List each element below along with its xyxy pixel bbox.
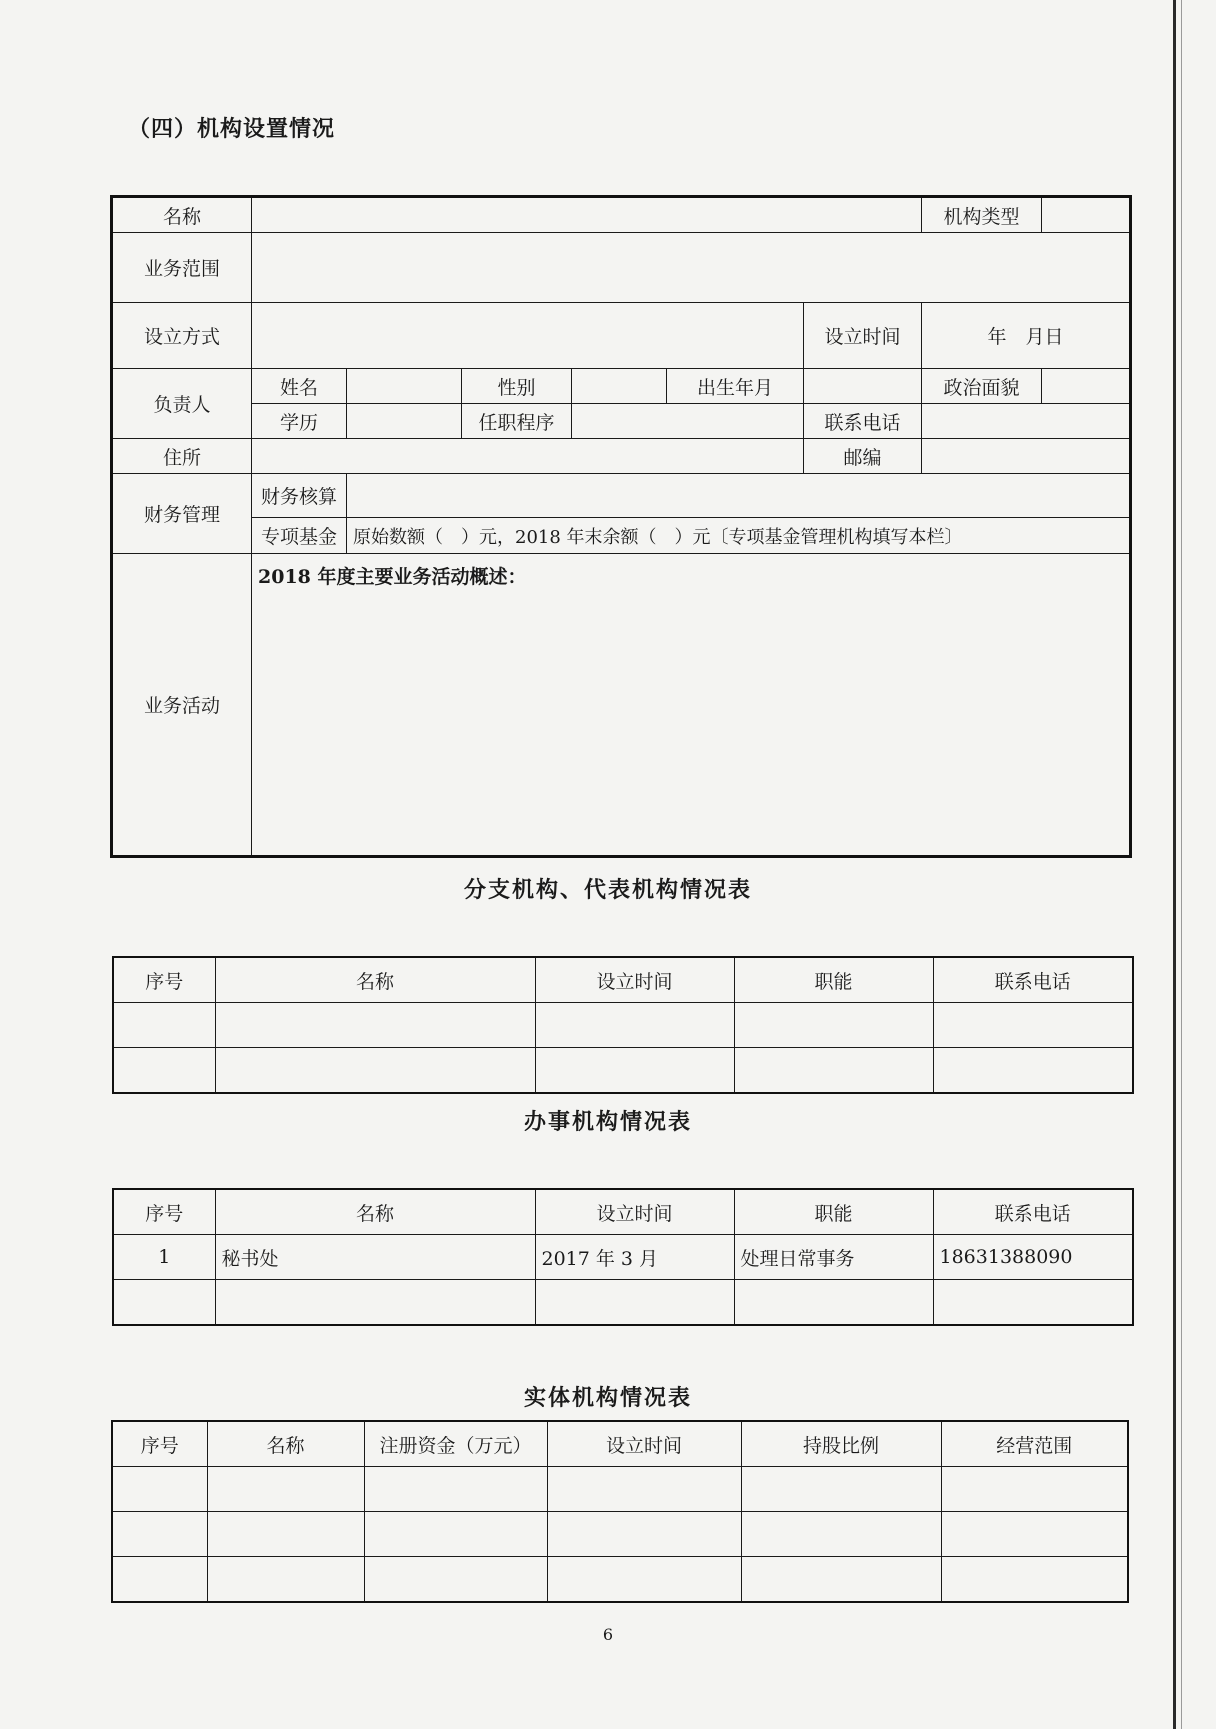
accounting-label: 财务核算 (252, 474, 347, 518)
activity-summary-title: 2018 年度主要业务活动概述： (258, 566, 527, 588)
cell[interactable] (741, 1467, 941, 1512)
name-label: 名称 (112, 197, 252, 233)
political-field[interactable] (1042, 369, 1131, 404)
cell-function: 处理日常事务 (734, 1235, 933, 1280)
phone-label: 联系电话 (804, 404, 922, 439)
postcode-field[interactable] (922, 439, 1131, 474)
header-cell: 联系电话 (933, 1189, 1133, 1235)
est-time-label: 设立时间 (804, 303, 922, 369)
header-cell: 注册资金（万元） (364, 1421, 547, 1467)
header-cell: 职能 (734, 957, 933, 1003)
cell-phone: 18631388090 (933, 1235, 1133, 1280)
page-number: 6 (602, 1625, 614, 1644)
cell-index: 1 (113, 1235, 215, 1280)
cell[interactable] (547, 1467, 741, 1512)
header-cell: 名称 (215, 957, 535, 1003)
cell[interactable] (364, 1467, 547, 1512)
address-field[interactable] (252, 439, 804, 474)
header-cell: 名称 (215, 1189, 535, 1235)
cell[interactable] (207, 1557, 364, 1603)
table-header-row (113, 1189, 1133, 1235)
activity-label: 业务活动 (112, 554, 252, 857)
cell[interactable] (741, 1512, 941, 1557)
education-label: 学历 (252, 404, 347, 439)
header-cell: 序号 (113, 1189, 215, 1235)
org-type-field[interactable] (1042, 197, 1131, 233)
cell[interactable] (215, 1003, 535, 1048)
cell[interactable] (215, 1048, 535, 1094)
cell[interactable] (741, 1557, 941, 1603)
leader-name-field[interactable] (347, 369, 462, 404)
table-row (113, 1048, 1133, 1094)
est-time-field[interactable]: 年 月日 (922, 303, 1131, 369)
table-row (112, 1557, 1128, 1603)
branch-table (112, 956, 1134, 1094)
cell[interactable] (933, 1280, 1133, 1326)
table-row (112, 1512, 1128, 1557)
fund-label: 专项基金 (252, 518, 347, 554)
cell[interactable] (941, 1557, 1128, 1603)
cell[interactable] (364, 1512, 547, 1557)
header-cell: 经营范围 (941, 1421, 1128, 1467)
activity-field[interactable] (252, 554, 1131, 857)
finance-label: 财务管理 (112, 474, 252, 554)
education-field[interactable] (347, 404, 462, 439)
political-label: 政治面貌 (922, 369, 1042, 404)
phone-field[interactable] (922, 404, 1131, 439)
cell[interactable] (113, 1048, 215, 1094)
cell[interactable] (113, 1280, 215, 1326)
table-row (112, 1467, 1128, 1512)
cell[interactable] (207, 1512, 364, 1557)
cell[interactable] (113, 1003, 215, 1048)
org-type-label: 机构类型 (922, 197, 1042, 233)
cell[interactable] (734, 1003, 933, 1048)
leader-label: 负责人 (112, 369, 252, 439)
table-header-row (113, 957, 1133, 1003)
cell[interactable] (535, 1048, 734, 1094)
cell[interactable] (734, 1280, 933, 1326)
cell-est-time: 2017 年 3 月 (535, 1235, 734, 1280)
gender-label: 性别 (462, 369, 572, 404)
section-title: （四）机构设置情况 (128, 116, 336, 142)
cell[interactable] (207, 1467, 364, 1512)
header-cell: 名称 (207, 1421, 364, 1467)
postcode-label: 邮编 (804, 439, 922, 474)
appoint-label: 任职程序 (462, 404, 572, 439)
appoint-field[interactable] (572, 404, 804, 439)
cell[interactable] (535, 1003, 734, 1048)
page-edge-shadow (1181, 0, 1182, 1729)
cell[interactable] (933, 1048, 1133, 1094)
header-cell: 设立时间 (535, 957, 734, 1003)
office-table-title: 办事机构情况表 (523, 1109, 692, 1135)
accounting-field[interactable] (347, 474, 1131, 518)
table-row (113, 1280, 1133, 1326)
scope-field[interactable] (252, 233, 1131, 303)
cell[interactable] (215, 1280, 535, 1326)
org-setup-form (110, 195, 1132, 858)
table-row (113, 1003, 1133, 1048)
header-cell: 职能 (734, 1189, 933, 1235)
fund-field[interactable]: 原始数额（ ）元，2018 年末余额（ ）元〔专项基金管理机构填写本栏〕 (347, 518, 1131, 554)
cell[interactable] (112, 1557, 207, 1603)
header-cell: 持股比例 (741, 1421, 941, 1467)
table-header-row (112, 1421, 1128, 1467)
header-cell: 序号 (113, 957, 215, 1003)
page-edge (1173, 0, 1176, 1729)
birth-field[interactable] (804, 369, 922, 404)
cell[interactable] (112, 1467, 207, 1512)
header-cell: 联系电话 (933, 957, 1133, 1003)
cell[interactable] (364, 1557, 547, 1603)
scope-label: 业务范围 (112, 233, 252, 303)
cell[interactable] (933, 1003, 1133, 1048)
header-cell: 设立时间 (547, 1421, 741, 1467)
cell[interactable] (112, 1512, 207, 1557)
branch-table-title: 分支机构、代表机构情况表 (463, 877, 752, 903)
entity-table (111, 1420, 1129, 1603)
table-row (113, 1235, 1133, 1280)
birth-label: 出生年月 (667, 369, 804, 404)
address-label: 住所 (112, 439, 252, 474)
header-cell: 设立时间 (535, 1189, 734, 1235)
cell[interactable] (535, 1280, 734, 1326)
leader-name-label: 姓名 (252, 369, 347, 404)
entity-table-title: 实体机构情况表 (523, 1385, 692, 1411)
cell[interactable] (547, 1557, 741, 1603)
cell[interactable] (941, 1512, 1128, 1557)
office-table (112, 1188, 1134, 1326)
method-field[interactable] (252, 303, 804, 369)
header-cell: 序号 (112, 1421, 207, 1467)
cell[interactable] (941, 1467, 1128, 1512)
cell[interactable] (734, 1048, 933, 1094)
cell[interactable] (547, 1512, 741, 1557)
name-field[interactable] (252, 197, 922, 233)
cell-name: 秘书处 (215, 1235, 535, 1280)
gender-field[interactable] (572, 369, 667, 404)
method-label: 设立方式 (112, 303, 252, 369)
